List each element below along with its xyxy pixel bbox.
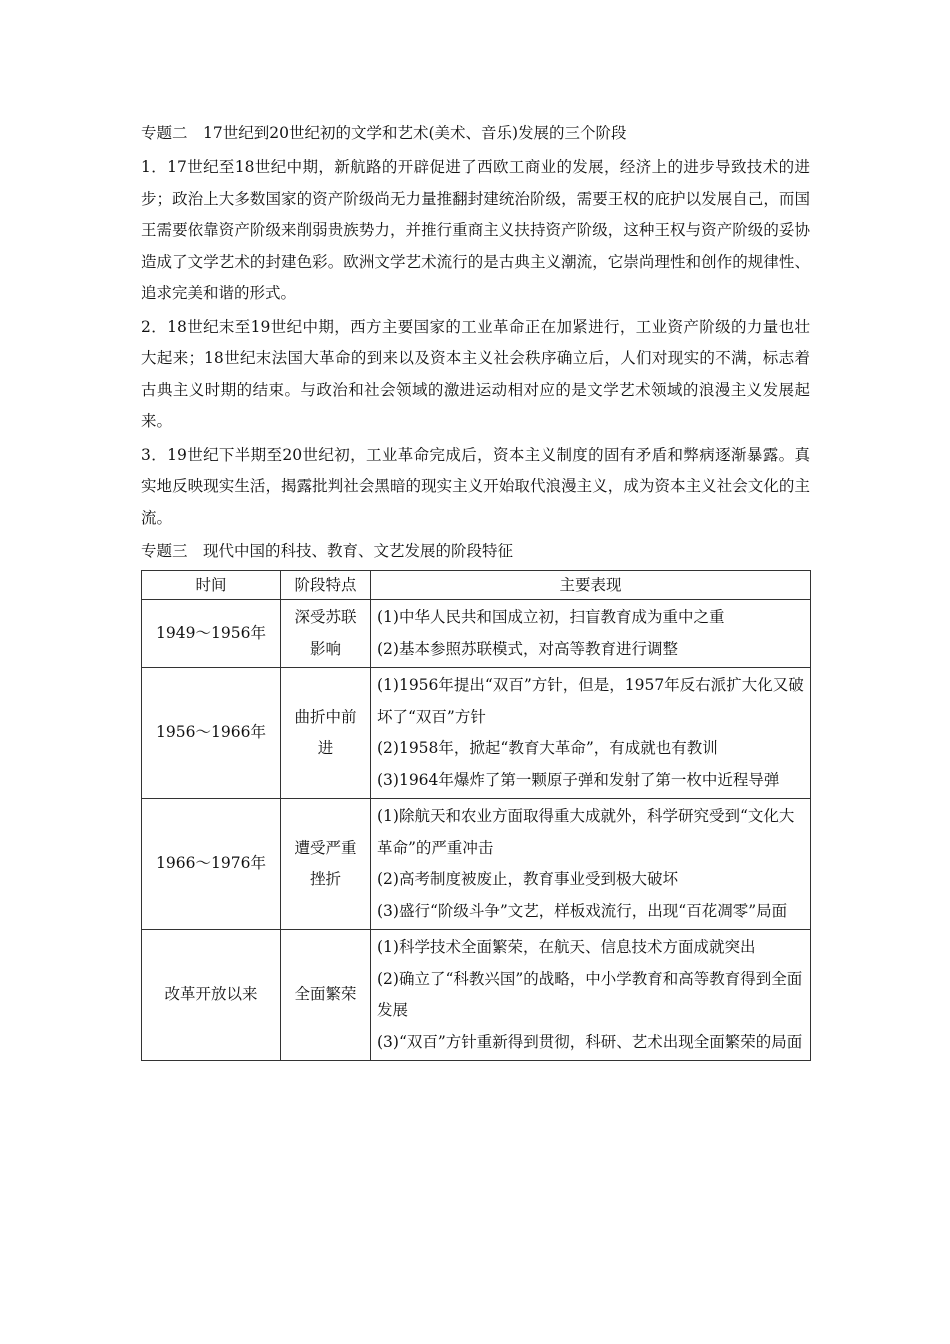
row-item: (1)中华人民共和国成立初，扫盲教育成为重中之重 <box>377 608 725 626</box>
row-feature: 遭受严重挫折 <box>281 799 371 930</box>
row-item: (1)除航天和农业方面取得重大成就外，科学研究受到“文化大革命”的严重冲击 <box>377 807 795 857</box>
topic3-heading: 专题三 现代中国的科技、教育、文艺发展的阶段特征 <box>141 542 514 560</box>
table-row <box>142 668 811 799</box>
row-period: 1966～1976年 <box>142 799 281 930</box>
row-feature: 曲折中前进 <box>281 668 371 799</box>
row-item: (2)高考制度被废止，教育事业受到极大破坏 <box>377 870 678 888</box>
row-item: (1)1956年提出“双百”方针，但是，1957年反右派扩大化又破坏了“双百”方针 <box>377 676 804 726</box>
row-item: (2)基本参照苏联模式，对高等教育进行调整 <box>377 639 678 658</box>
topic2-paragraph-3: 3．19世纪下半期至20世纪初，工业革命完成后，资本主义制度的固有矛盾和弊病逐渐暴露。真实地反映现实生活，揭露批判社会黑暗的现实主义开始取代浪漫主义，成为资本主义社会文化的主流。 <box>141 445 810 527</box>
row-items <box>371 799 811 930</box>
row-item: (3)盛行“阶级斗争”文艺，样板戏流行，出现“百花凋零”局面 <box>377 901 788 920</box>
row-period: 改革开放以来 <box>142 930 281 1061</box>
header-feature: 阶段特点 <box>281 571 371 600</box>
topic2-paragraph-2: 2．18世纪末至19世纪中期，西方主要国家的工业革命正在加紧进行，工业资产阶级的力量也壮大起来；18世纪末法国大革命的到来以及资本主义社会秩序确立后，人们对现实的不满，标志着古典主义时期的结束。与政治和社会领域的激进运动相对应的是文学艺术领域的浪漫主义发展起来。 <box>141 317 810 430</box>
row-feature: 全面繁荣 <box>281 930 371 1061</box>
header-performance: 主要表现 <box>371 571 811 600</box>
row-period: 1956～1966年 <box>142 668 281 799</box>
row-feature: 深受苏联影响 <box>281 600 371 668</box>
row-item: (2)确立了“科教兴国”的战略，中小学教育和高等教育得到全面发展 <box>377 969 803 1019</box>
row-item: (3)1964年爆炸了第一颗原子弹和发射了第一枚中近程导弹 <box>377 770 780 789</box>
stages-table <box>141 570 811 1061</box>
table-header-row <box>142 571 811 600</box>
table-row <box>142 600 811 668</box>
row-item: (3)“双百”方针重新得到贯彻，科研、艺术出现全面繁荣的局面 <box>377 1032 803 1051</box>
row-item: (2)1958年，掀起“教育大革命”，有成就也有教训 <box>377 739 718 757</box>
topic2-heading: 专题二 17世纪到20世纪初的文学和艺术(美术、音乐)发展的三个阶段 <box>141 124 627 142</box>
header-period: 时间 <box>142 571 281 600</box>
row-items <box>371 930 811 1061</box>
table-row <box>142 799 811 930</box>
row-item: (1)科学技术全面繁荣，在航天、信息技术方面成就突出 <box>377 938 756 956</box>
row-items <box>371 600 811 668</box>
document-page <box>141 120 810 1061</box>
row-items <box>371 668 811 799</box>
row-period: 1949～1956年 <box>142 600 281 668</box>
topic2-paragraph-1: 1．17世纪至18世纪中期，新航路的开辟促进了西欧工商业的发展，经济上的进步导致技术的进步；政治上大多数国家的资产阶级尚无力量推翻封建统治阶级，需要王权的庇护以发展自己，而国王需要依靠资产阶级来削弱贵族势力，并推行重商主义扶持资产阶级，这种王权与资产阶级的妥协造成了文学艺术的封建色彩。欧洲文学艺术流行的是古典主义潮流，它崇尚理性和创作的规律性、追求完美和谐的形式。 <box>141 158 810 302</box>
table-row <box>142 930 811 1061</box>
